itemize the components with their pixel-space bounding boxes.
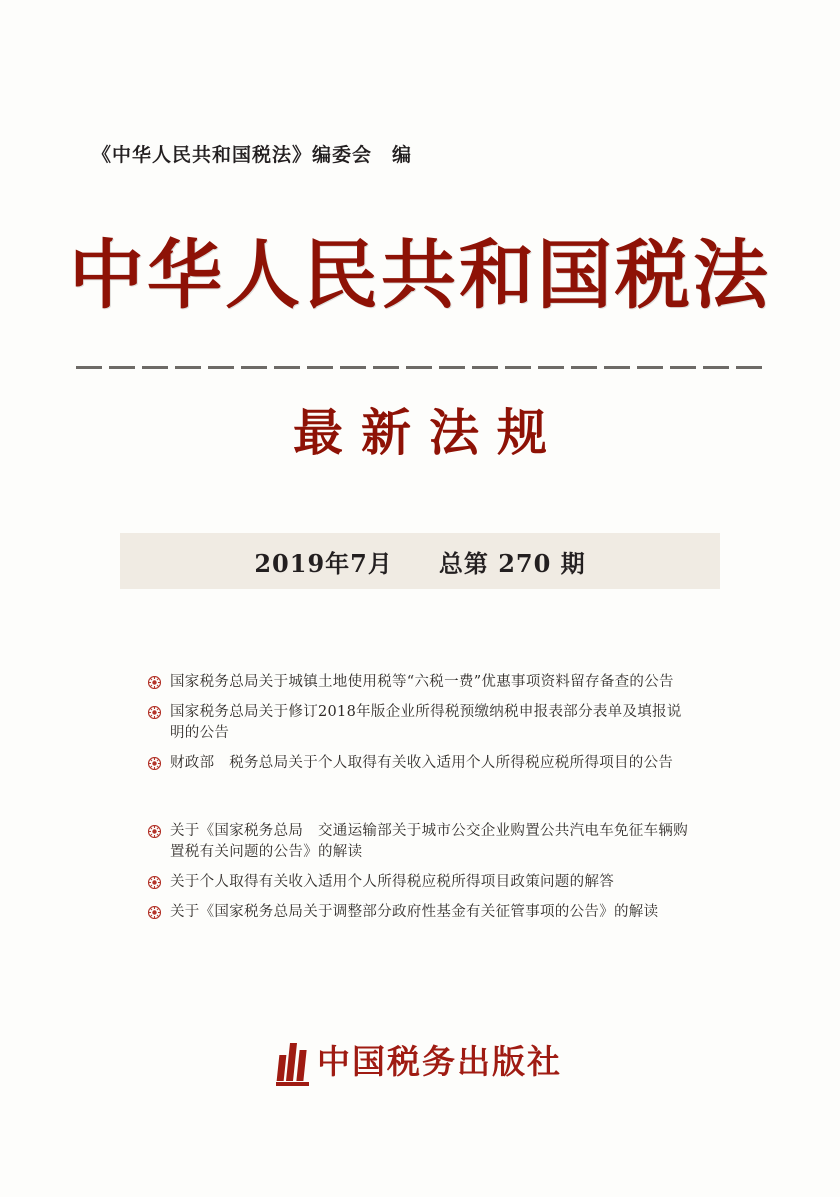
flower-bullet-icon	[148, 906, 161, 919]
publisher-mark-icon	[278, 1039, 305, 1081]
page-subtitle: 最新法规	[293, 403, 565, 462]
list-item[interactable]	[148, 872, 696, 893]
publisher-logo	[0, 1036, 840, 1083]
list-item-label: 国家税务总局关于修订2018年版企业所得税预缴纳税申报表部分表单及填报说明的公告	[170, 704, 682, 742]
contents-group-regulations	[148, 672, 696, 774]
page-title: 中华人民共和国税法	[68, 231, 771, 319]
contents-group-separator	[148, 783, 696, 821]
list-item[interactable]	[148, 672, 696, 693]
title-divider	[76, 366, 764, 369]
list-item[interactable]	[148, 902, 696, 923]
list-item-label: 关于个人取得有关收入适用个人所得税应税所得项目政策问题的解答	[170, 874, 614, 891]
contents-group-interpretations	[148, 821, 696, 923]
flower-bullet-icon	[148, 757, 161, 770]
list-item-label: 关于《国家税务总局关于调整部分政府性基金有关征管事项的公告》的解读	[170, 904, 659, 921]
flower-bullet-icon	[148, 706, 161, 719]
list-item[interactable]	[148, 702, 696, 744]
issue-date: 2019年7月	[254, 548, 393, 578]
issue-band	[120, 533, 720, 589]
flower-bullet-icon	[148, 825, 161, 838]
issue-number: 总第 270 期	[438, 548, 586, 578]
list-item-label: 关于《国家税务总局 交通运输部关于城市公交企业购置公共汽电车免征车辆购置税有关问题的公告》的解读	[170, 823, 688, 861]
editor-credit: 《中华人民共和国税法》编委会 编	[92, 144, 413, 166]
list-item-label: 国家税务总局关于城镇土地使用税等“六税一费”优惠事项资料留存备查的公告	[170, 674, 674, 690]
list-item[interactable]	[148, 821, 696, 863]
flower-bullet-icon	[148, 876, 161, 889]
list-item[interactable]	[148, 753, 696, 774]
flower-bullet-icon	[148, 676, 161, 689]
list-item-label: 财政部 税务总局关于个人取得有关收入适用个人所得税应税所得项目的公告	[170, 755, 674, 772]
publisher-name: 中国税务出版社	[317, 1042, 562, 1081]
contents-list	[148, 672, 696, 932]
